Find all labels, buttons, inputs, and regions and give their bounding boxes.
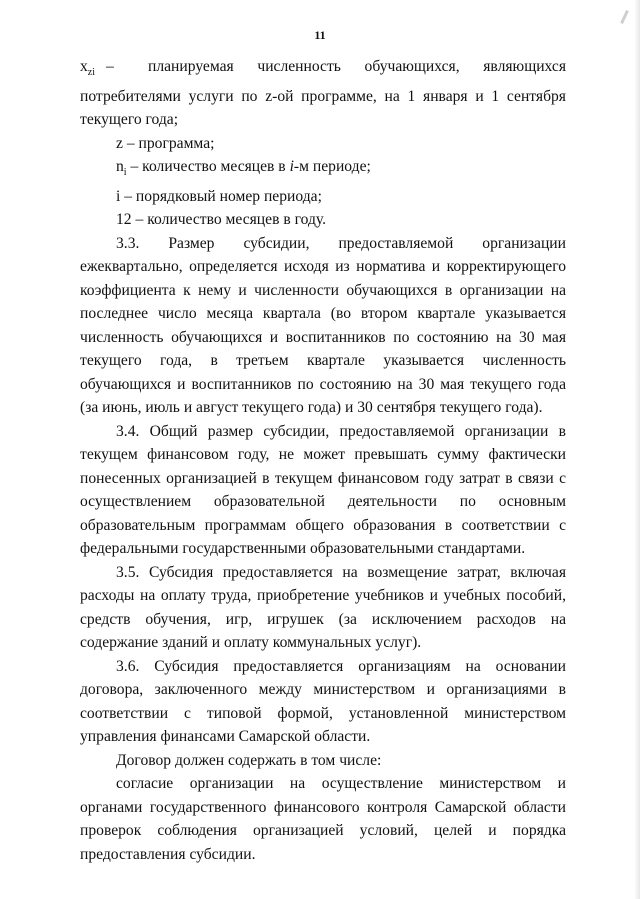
definition-12: 12 – количество месяцев в году.	[116, 211, 327, 229]
document-body	[80, 55, 566, 866]
definition-z: z – программа;	[116, 134, 215, 152]
scan-mark	[620, 10, 629, 24]
definition-dash: –	[106, 58, 114, 75]
paragraph-3-3: 3.3. Размер субсидии, предоставляемой организации ежеквартально, определяется исходя из норматива и корректирующего коэффициента к нему и численности обучающихся в организации на последнее число месяца квартала (во втором квартале указывается численность обучающихся и воспитанников по состоянию на 30 мая текущего года, в третьем квартале указывается численность обучающихся и воспитанников по состоянию на 30 мая текущего года (за июнь, июль и август текущего года) и 30 сентября текущего года).	[80, 234, 566, 417]
paragraph-3-6: 3.6. Субсидия предоставляется организациям на основании договора, заключенного между министерством и организациями в соответствии с типовой формой, установленной министерством управления финансами Самарской области.	[80, 657, 566, 746]
definition-xzi	[80, 55, 566, 85]
definition-i: i – порядковый номер периода;	[116, 187, 322, 205]
definition-n: $n_i$ – количество месяцев в i-м периоде;	[116, 158, 371, 179]
definition-text: планируемая численность обучающихся, являющихся	[148, 58, 566, 75]
definition-term: $x_{zi}$	[80, 58, 96, 79]
page-number: 11	[314, 28, 326, 42]
paragraph-3-5: 3.5. Субсидия предоставляется на возмещение затрат, включая расходы на оплату труда, приобретение учебников и учебных пособий, средств обучения, игр, игрушек (за исключением расходов на содержание зданий и оплату коммунальных услуг).	[80, 563, 566, 652]
consent-paragraph: согласие организации на осуществление министерством и органами государственного финансового контроля Самарской области проверок соблюдения организацией условий, целей и порядка предоставления субсидии.	[80, 775, 566, 863]
scan-edge	[634, 0, 640, 899]
contract-intro: Договор должен содержать в том числе:	[116, 751, 382, 769]
paragraph-3-4: 3.4. Общий размер субсидии, предоставляемой организации в текущем финансовом году, не может превышать сумму фактически понесенных организацией в текущем финансовом году затрат в связи с осуществлением образовательной деятельности по основным образовательным программам общего образования в соответствии с федеральными государственными образовательными стандартами.	[80, 422, 566, 558]
definition-xzi-continuation: потребителями услуги по z-ой программе, на 1 января и 1 сентября текущего года;	[80, 87, 566, 129]
